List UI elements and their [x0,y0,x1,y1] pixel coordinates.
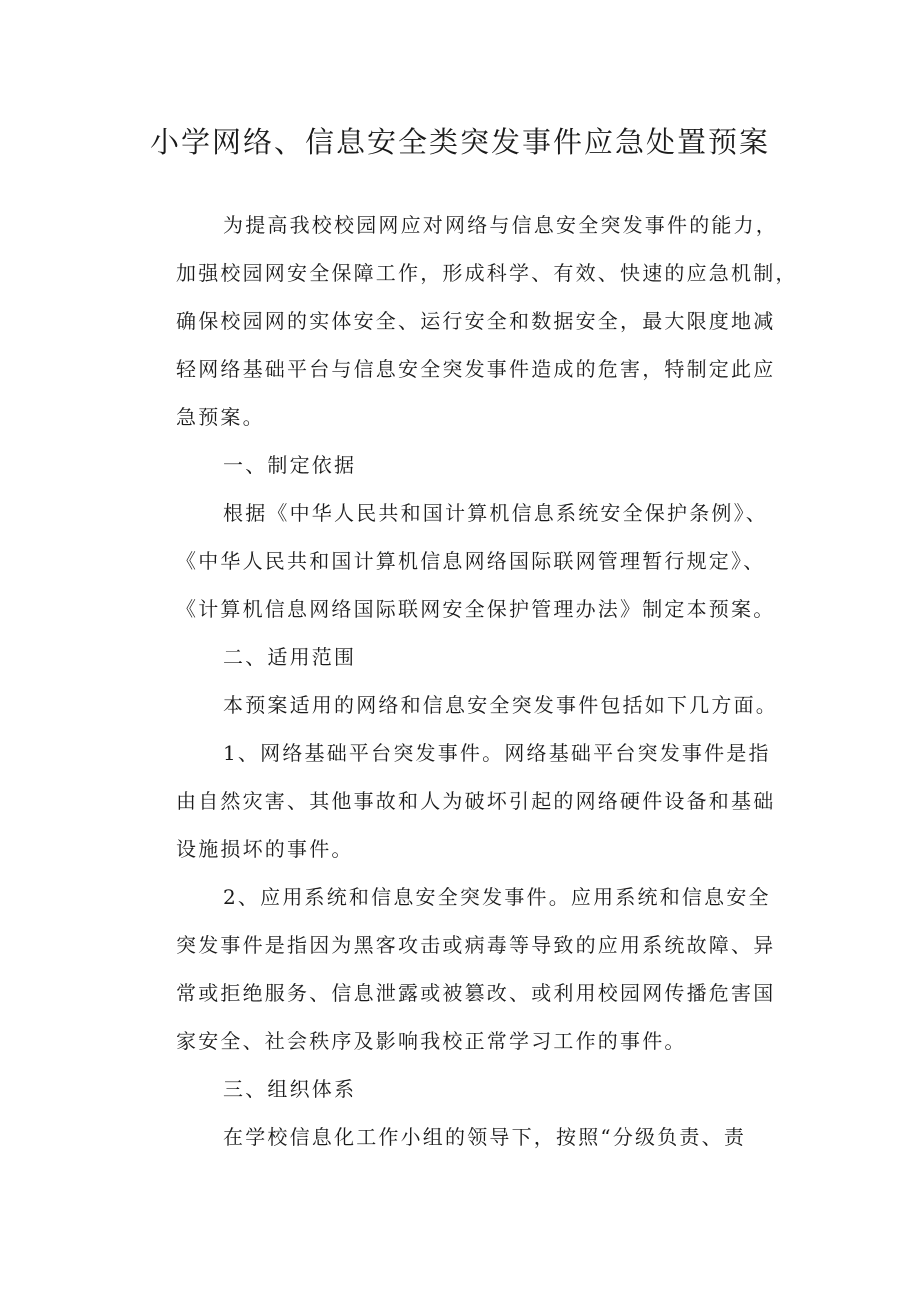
paragraph-line: 设施损坏的事件。 [176,837,354,861]
paragraph-line: 《计算机信息网络国际联网安全保护管理办法》制定本预案。 [176,597,776,621]
section-heading: 二、适用范围 [223,645,357,669]
document-title: 小学网络、信息安全类突发事件应急处置预案 [149,125,770,159]
paragraph-line: 本预案适用的网络和信息安全突发事件包括如下几方面。 [223,693,778,717]
paragraph-line: 根据《中华人民共和国计算机信息系统安全保护条例》、 [223,501,768,525]
section-heading: 三、组织体系 [223,1077,357,1101]
paragraph-line: 1、网络基础平台突发事件。网络基础平台突发事件是指 [223,741,771,765]
paragraph-line: 加强校园网安全保障工作，形成科学、有效、快速的应急机制， [176,261,798,285]
paragraph-line: 为提高我校校园网应对网络与信息安全突发事件的能力， [223,213,778,237]
paragraph-line: 轻网络基础平台与信息安全突发事件造成的危害，特制定此应 [176,357,776,381]
paragraph-line: 《中华人民共和国计算机信息网络国际联网管理暂行规定》、 [176,549,766,573]
paragraph-line: 家安全、社会秩序及影响我校正常学习工作的事件。 [176,1029,687,1053]
paragraph-line: 急预案。 [176,405,265,429]
paragraph-line: 突发事件是指因为黑客攻击或病毒等导致的应用系统故障、异 [176,933,776,957]
paragraph-line: 在学校信息化工作小组的领导下，按照“分级负责、责 [223,1125,747,1149]
section-heading: 一、制定依据 [223,453,357,477]
paragraph-line: 2、应用系统和信息安全突发事件。应用系统和信息安全 [223,885,771,909]
paragraph-line: 常或拒绝服务、信息泄露或被篡改、或利用校园网传播危害国 [176,981,776,1005]
paragraph-line: 确保校园网的实体安全、运行安全和数据安全，最大限度地减 [176,309,776,333]
paragraph-line: 由自然灾害、其他事故和人为破坏引起的网络硬件设备和基础 [176,789,776,813]
